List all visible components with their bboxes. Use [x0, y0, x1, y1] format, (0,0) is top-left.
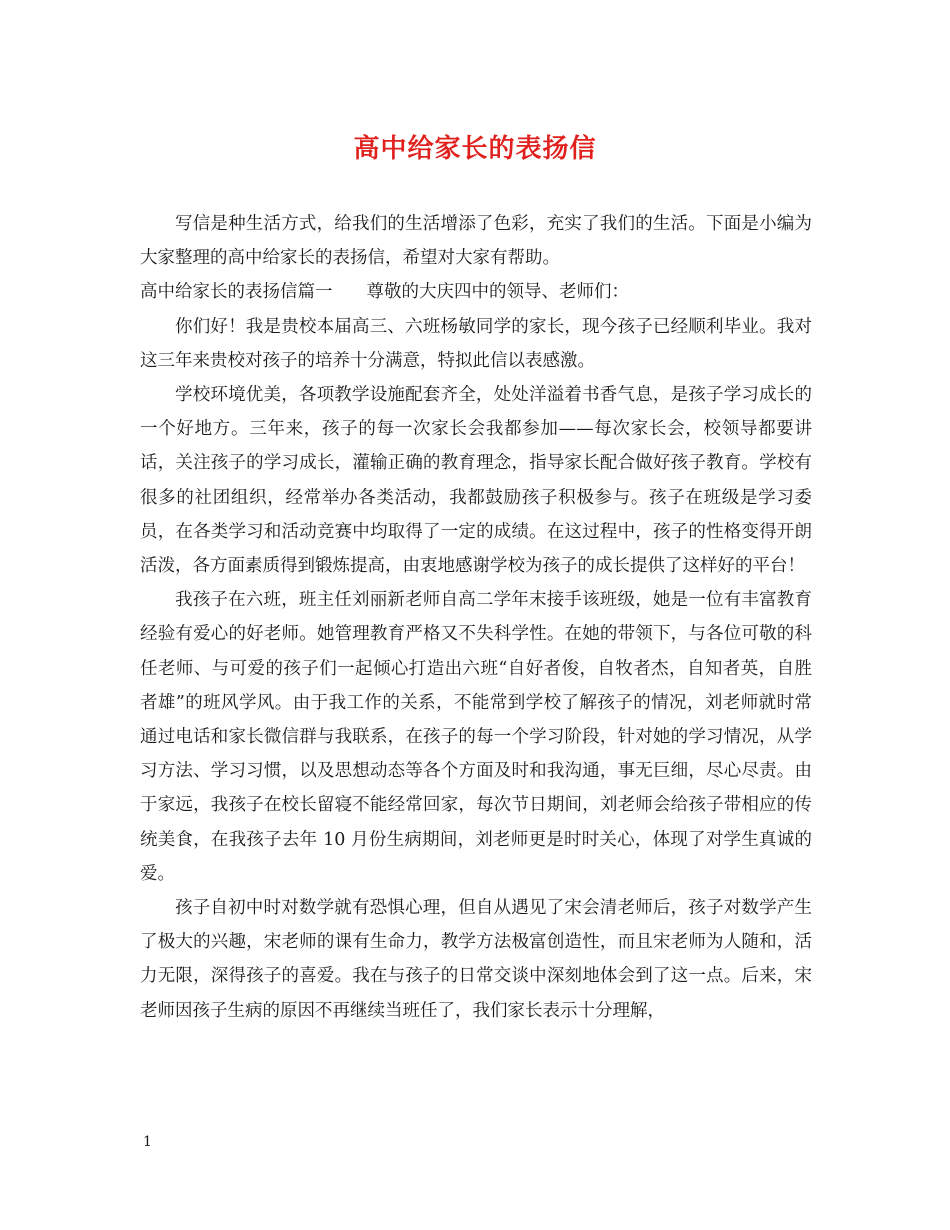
section-label: 高中给家长的表扬信篇一: [140, 282, 333, 303]
body-paragraph: 我孩子在六班，班主任刘丽新老师自高二学年末接手该班级，她是一位有丰富教育经验有爱心的好老师。她管理教育严格又不失科学性。在她的带领下，与各位可敬的科任老师、与可爱的孩子们一起倾心打造出六班“自好者俊，自牧者杰，自知者英，自胜者雄”的班风学风。由于我工作的关系，不能常到学校了解孩子的情况，刘老师就时常通过电话和家长微信群与我联系，在孩子的每一个学习阶段，针对她的学习情况，从学习方法、学习习惯，以及思想动态等各个方面及时和我沟通，事无巨细，尽心尽责。由于家远，我孩子在校长留寝不能经常回家，每次节日期间，刘老师会给孩子带相应的传统美食，在我孩子去年 10 月份生病期间，刘老师更是时时关心，体现了对学生真诚的爱。: [140, 590, 812, 884]
section-heading-line: [140, 275, 812, 309]
body-paragraph: 学校环境优美，各项教学设施配套齐全，处处洋溢着书香气息，是孩子学习成长的一个好地方。三年来，孩子的每一次家长会我都参加——每次家长会，校领导都要讲话，关注孩子的学习成长，灌输正确的教育理念，指导家长配合做好孩子教育。学校有很多的社团组织，经常举办各类活动，我都鼓励孩子积极参与。孩子在班级是学习委员，在各类学习和活动竞赛中均取得了一定的成绩。在这过程中，孩子的性格变得开朗活泼，各方面素质得到锻炼提高，由衷地感谢学校为孩子的成长提供了这样好的平台！: [140, 385, 812, 577]
body-paragraph: 你们好！我是贵校本届高三、六班杨敏同学的家长，现今孩子已经顺利毕业。我对这三年来贵校对孩子的培养十分满意，特拟此信以表感激。: [140, 316, 812, 371]
page-number: 1: [143, 1134, 152, 1150]
intro-paragraph: 写信是种生活方式，给我们的生活增添了色彩，充实了我们的生活。下面是小编为大家整理的高中给家长的表扬信，希望对大家有帮助。: [140, 214, 812, 269]
body-paragraph: 孩子自初中时对数学就有恐惧心理，但自从遇见了宋会清老师后，孩子对数学产生了极大的兴趣，宋老师的课有生命力，教学方法极富创造性，而且宋老师为人随和，活力无限，深得孩子的喜爱。我在与孩子的日常交谈中深刻地体会到了这一点。后来，宋老师因孩子生病的原因不再继续当班任了，我们家长表示十分理解，: [140, 898, 812, 1021]
document-title: 高中给家长的表扬信: [353, 134, 597, 164]
salutation: 尊敬的大庆四中的领导、老师们：: [366, 282, 629, 303]
document-body: [140, 207, 812, 1028]
